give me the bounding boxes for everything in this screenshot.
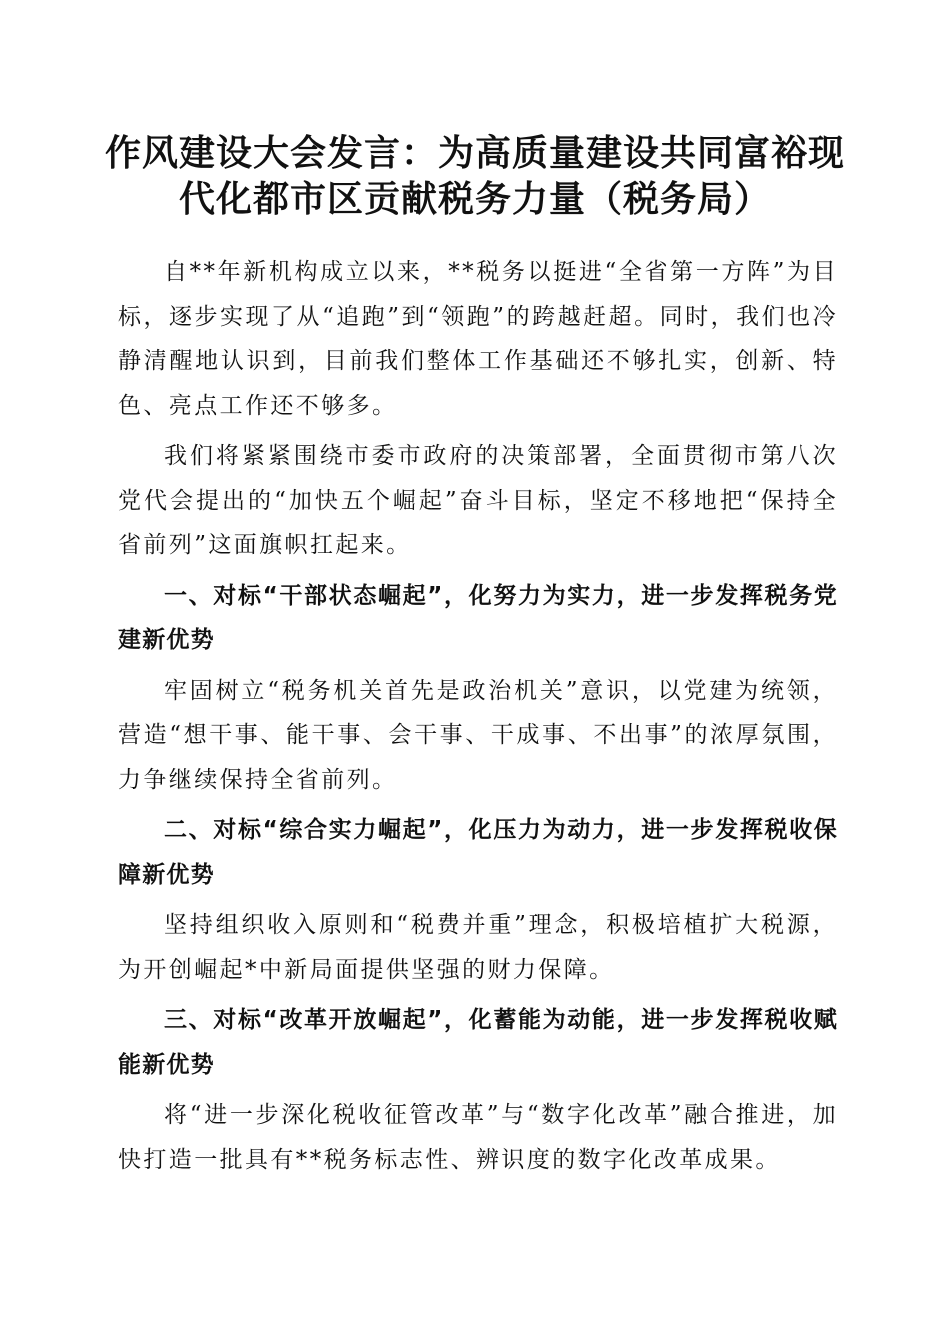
paragraph-goal: 我们将紧紧围绕市委市政府的决策部署，全面贯彻市第八次党代会提出的“加快五个崛起”奋斗目标，坚定不移地把“保持全省前列”这面旗帜扛起来。 xyxy=(118,443,838,558)
section-heading-3: 三、对标“改革开放崛起”，化蓄能为动能，进一步发挥税收赋能新优势 xyxy=(118,1007,838,1078)
document-body xyxy=(118,250,838,1188)
title-line-1: 作风建设大会发言：为高质量建设共同富裕现 xyxy=(104,132,845,174)
section-heading-1: 一、对标“干部状态崛起”，化努力为实力，进一步发挥税务党建新优势 xyxy=(118,582,838,653)
paragraph-section-1: 牢固树立“税务机关首先是政治机关”意识，以党建为统领，营造“想干事、能干事、会干事、干成事、不出事”的浓厚氛围，力争继续保持全省前列。 xyxy=(118,677,838,793)
title-line-2: 代化都市区贡献税务力量（税务局） xyxy=(178,178,771,220)
document-title xyxy=(100,130,850,222)
section-heading-2: 二、对标“综合实力崛起”，化压力为动力，进一步发挥税收保障新优势 xyxy=(118,817,838,888)
paragraph-intro: 自**年新机构成立以来，**税务以挺进“全省第一方阵”为目标，逐步实现了从“追跑”到“领跑”的跨越赶超。同时，我们也冷静清醒地认识到，目前我们整体工作基础还不够扎实，创新、特色、亮点工作还不够多。 xyxy=(118,259,838,419)
paragraph-section-3: 将“进一步深化税收征管改革”与“数字化改革”融合推进，加快打造一批具有**税务标志性、辨识度的数字化改革成果。 xyxy=(118,1102,838,1173)
paragraph-section-2: 坚持组织收入原则和“税费并重”理念，积极培植扩大税源，为开创崛起*中新局面提供坚强的财力保障。 xyxy=(118,912,838,983)
